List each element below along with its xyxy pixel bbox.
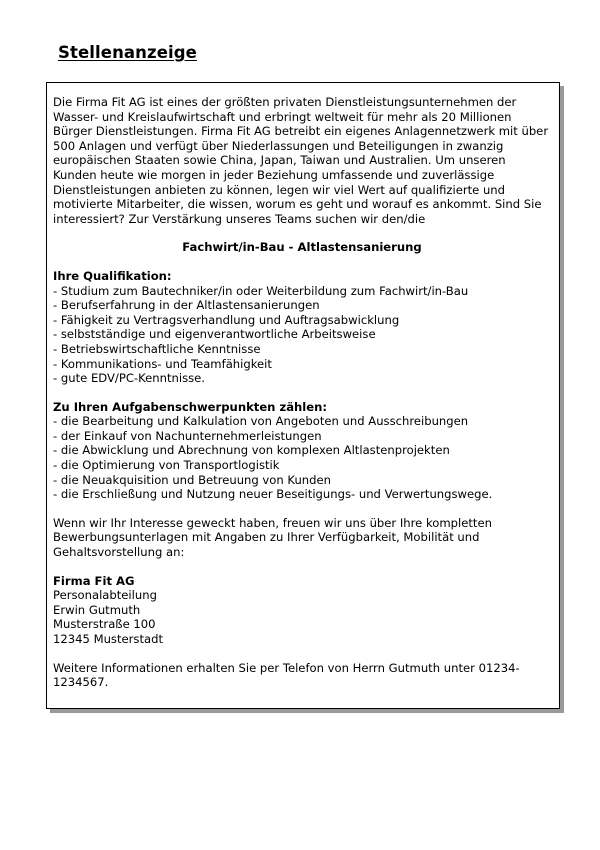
tasks-list: [53, 414, 551, 502]
list-item: - Betriebswirtschaftliche Kenntnisse: [53, 341, 261, 356]
intro-paragraph: Die Firma Fit AG ist eines der größten privaten Dienstleistungsunternehmen der Wasser- und Kreislaufwirtschaft und erbringt weltweit für mehr als 20 Millionen Bürger Dienstleistungen. Firma Fit AG betreibt ein eigenes Anlagennetzwerk mit über 500 Anlagen und verfügt über Niederlassungen und Beteiligungen in zwanzig europäischen Staaten sowie China, Japan, Taiwan und Australien. Um unseren Kunden heute wie morgen in jeder Beziehung umfassende und zuverlässige Dienstleistungen anbieten zu können, legen wir viel Wert auf qualifizierte und motivierte Mitarbeiter, die wissen, worum es geht und worauf es ankommt. Sind Sie interessiert? Zur Verstärkung unseres Teams suchen wir den/die: [53, 95, 549, 226]
list-item: - gute EDV/PC-Kenntnisse.: [53, 371, 205, 386]
street: Musterstraße 100: [53, 617, 156, 632]
list-item: - die Neuakquisition und Betreuung von Kunden: [53, 472, 331, 487]
qualifications-heading: Ihre Qualifikation:: [53, 268, 172, 283]
list-item: - die Abwicklung und Abrechnung von komplexen Altlastenprojekten: [53, 443, 450, 458]
phone-info: Weitere Informationen erhalten Sie per Telefon von Herrn Gutmuth unter 01234-1234567.: [53, 660, 520, 690]
list-item: - die Erschließung und Nutzung neuer Beseitigungs- und Verwertungswege.: [53, 487, 493, 502]
list-item: - die Optimierung von Transportlogistik: [53, 458, 280, 473]
page-title: Stellenanzeige: [58, 43, 197, 62]
list-item: - Berufserfahrung in der Altlastensanierungen: [53, 298, 320, 313]
job-ad-box: [46, 82, 560, 709]
list-item: - Kommunikations- und Teamfähigkeit: [53, 356, 272, 371]
company-name: Firma Fit AG: [53, 573, 135, 588]
qualifications-list: [53, 284, 551, 386]
list-item: - Studium zum Bautechniker/in oder Weiterbildung zum Fachwirt/in-Bau: [53, 283, 469, 298]
list-item: - selbstständige und eigenverantwortliche Arbeitsweise: [53, 327, 376, 342]
list-item: - Fähigkeit zu Vertragsverhandlung und Auftragsabwicklung: [53, 312, 400, 327]
contact-address: [53, 574, 551, 647]
tasks-heading: Zu Ihren Aufgabenschwerpunkten zählen:: [53, 399, 328, 414]
job-title: Fachwirt/in-Bau - Altlastensanierung: [182, 240, 422, 255]
list-item: - der Einkauf von Nachunternehmerleistungen: [53, 428, 322, 443]
city: 12345 Musterstadt: [53, 632, 163, 646]
closing-paragraph: Wenn wir Ihr Interesse geweckt haben, freuen wir uns über Ihre kompletten Bewerbungsunterlagen mit Angaben zu Ihrer Verfügbarkeit, Mobilität und Gehaltsvorstellung an:: [53, 515, 492, 560]
department: Personalabteilung: [53, 588, 157, 603]
contact-person: Erwin Gutmuth: [53, 602, 141, 617]
list-item: - die Bearbeitung und Kalkulation von Angeboten und Ausschreibungen: [53, 414, 469, 429]
